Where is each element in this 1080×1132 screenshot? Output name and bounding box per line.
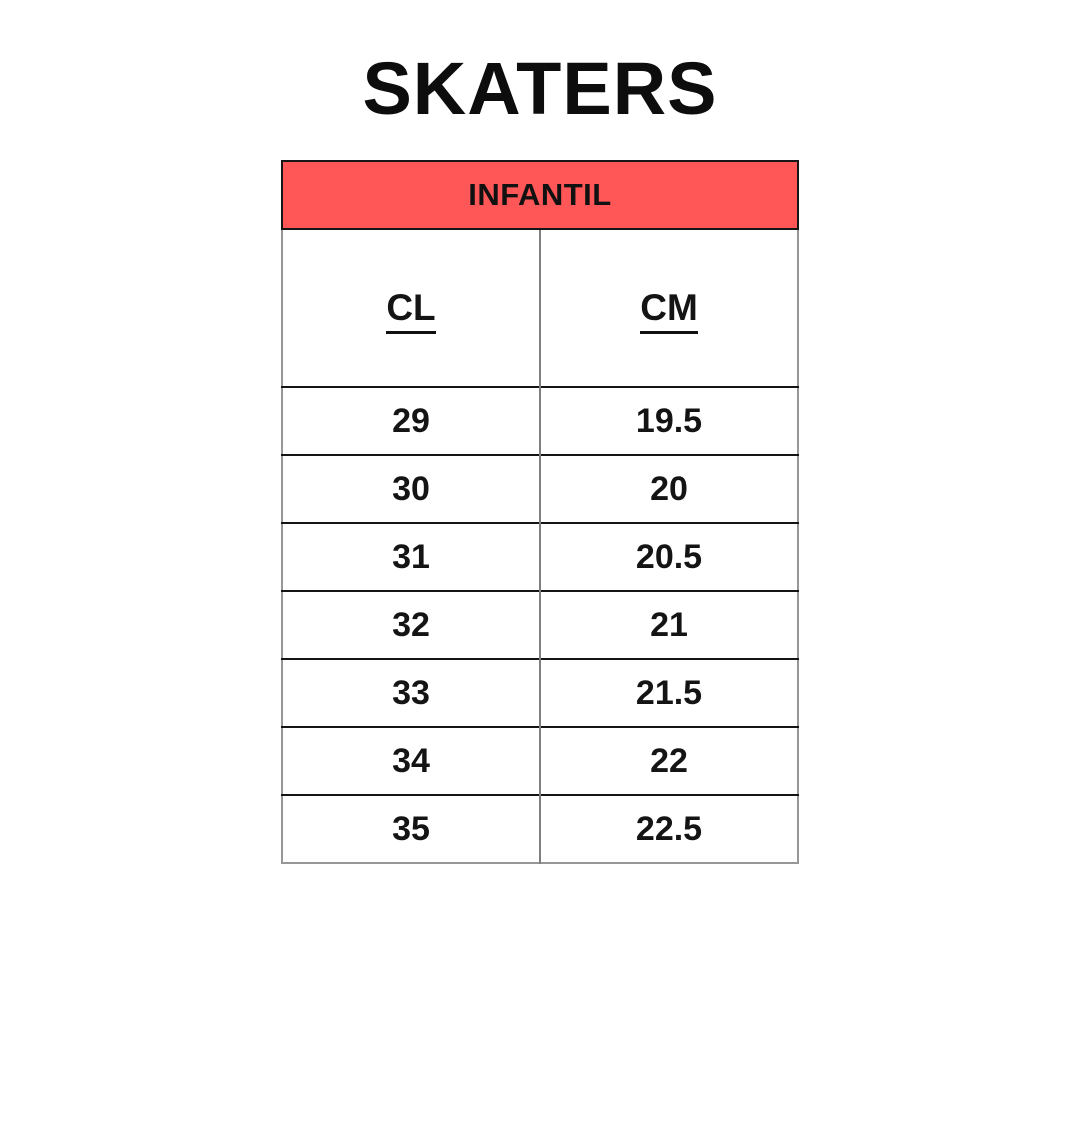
cell-cm: 21.5 [540, 659, 798, 727]
cell-cl: 32 [282, 591, 540, 659]
cell-cl: 30 [282, 455, 540, 523]
table-row [282, 387, 798, 455]
column-header-cl: CL [282, 230, 540, 387]
category-band-label: INFANTIL [468, 177, 612, 212]
table-row [282, 455, 798, 523]
size-chart [281, 160, 799, 864]
cell-cl: 35 [282, 795, 540, 863]
cell-cm: 20.5 [540, 523, 798, 591]
cell-cm: 19.5 [540, 387, 798, 455]
size-table [281, 230, 799, 864]
table-row [282, 591, 798, 659]
cell-cl: 34 [282, 727, 540, 795]
cell-cl: 33 [282, 659, 540, 727]
cell-cm: 21 [540, 591, 798, 659]
column-header-cm: CM [540, 230, 798, 387]
cell-cl: 31 [282, 523, 540, 591]
page-title: SKATERS [362, 47, 718, 130]
cell-cm: 20 [540, 455, 798, 523]
cell-cm: 22.5 [540, 795, 798, 863]
table-row [282, 659, 798, 727]
table-row [282, 523, 798, 591]
table-row [282, 795, 798, 863]
cell-cm: 22 [540, 727, 798, 795]
cell-cl: 29 [282, 387, 540, 455]
table-row [282, 727, 798, 795]
header-row [282, 230, 798, 387]
category-band [281, 160, 799, 230]
